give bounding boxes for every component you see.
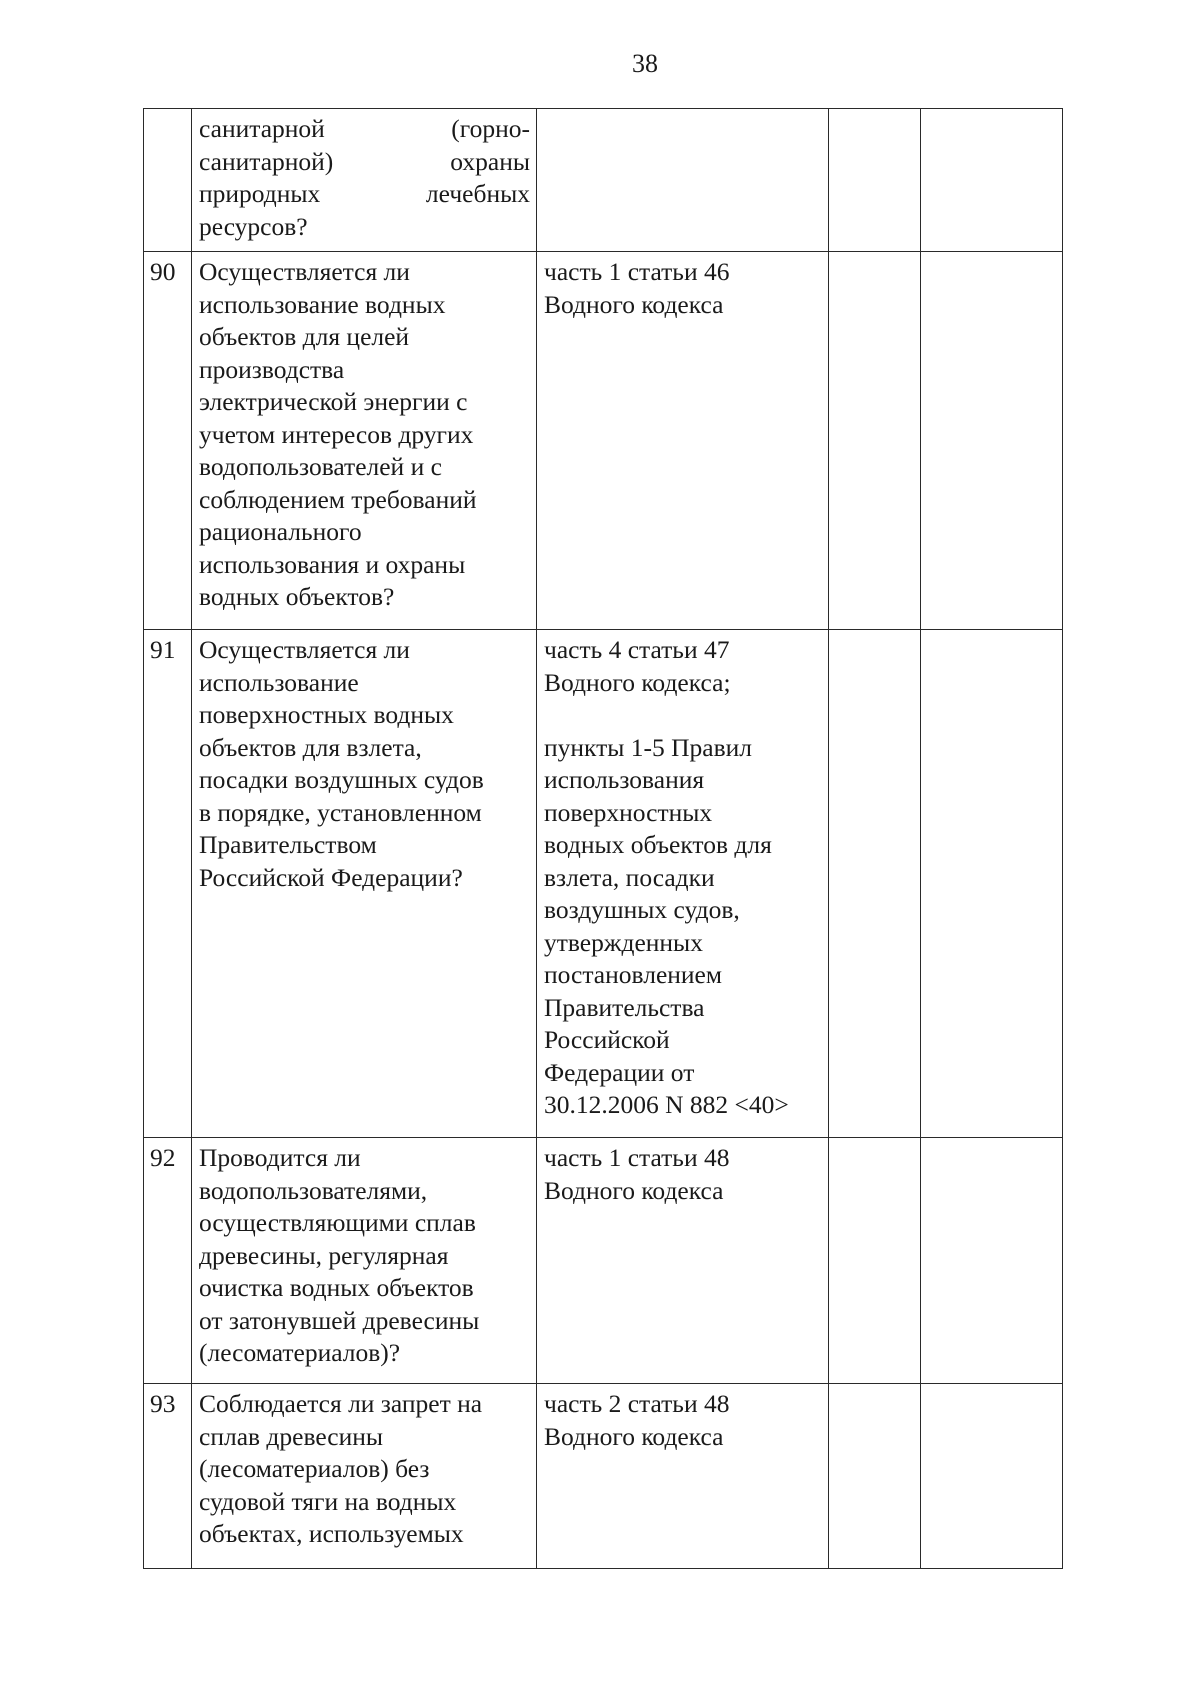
question-cell: Осуществляется ли использование водных объектов для целей производства электрической энергии с учетом интересов других водопользователей и с соблюдением требований рационального использования и охраны водных объектов? (192, 252, 537, 630)
legal-basis-cell (537, 630, 829, 1138)
row-number-cell (144, 109, 192, 252)
note-cell (921, 630, 1063, 1138)
page-number: 38 (632, 49, 658, 78)
question-cell: Проводится ли водопользователями, осуществляющими сплав древесины, регулярная очистка водных объектов от затонувшей древесины (лесоматериалов)? (192, 1138, 537, 1384)
legal-basis-text: часть 1 статьи 48 Водного кодекса (544, 1143, 730, 1205)
note-cell (921, 109, 1063, 252)
answer-cell (829, 630, 921, 1138)
legal-basis-cell (537, 1138, 829, 1384)
table-row (144, 109, 1063, 252)
table-row (144, 252, 1063, 630)
question-line: ресурсов? (199, 211, 308, 241)
table-row (144, 1138, 1063, 1384)
answer-cell (829, 1384, 921, 1569)
table-row (144, 1384, 1063, 1569)
question-line: природных лечебных (199, 179, 530, 208)
legal-basis-text: часть 1 статьи 46 Водного кодекса (544, 257, 730, 319)
table-row (144, 630, 1063, 1138)
row-number-cell: 91 (144, 630, 192, 1138)
row-number-cell: 93 (144, 1384, 192, 1569)
answer-cell (829, 252, 921, 630)
requirements-table (143, 108, 1063, 1569)
question-cell: Соблюдается ли запрет на сплав древесины (лесоматериалов) без судовой тяги на водных объектах, используемых (192, 1384, 537, 1569)
legal-basis-text: часть 4 статьи 47 Водного кодекса; (544, 635, 731, 697)
question-line: санитарной) охраны (199, 146, 530, 176)
legal-basis-text: пункты 1-5 Правил использования поверхностных водных объектов для взлета, посадки воздушных судов, утвержденных постановлением Правительства Российской Федерации от 30.12.2006 N 882 <40> (544, 732, 789, 1119)
legal-basis-cell (537, 1384, 829, 1569)
question-cell: Осуществляется ли использование поверхностных водных объектов для взлета, посадки воздушных судов в порядке, установленном Правительством Российской Федерации? (192, 630, 537, 1138)
note-cell (921, 252, 1063, 630)
row-number-cell: 90 (144, 252, 192, 630)
question-line: санитарной (горно- (199, 114, 530, 143)
legal-basis-text: часть 2 статьи 48 Водного кодекса (544, 1389, 730, 1451)
legal-basis-cell (537, 109, 829, 252)
note-cell (921, 1138, 1063, 1384)
legal-basis-cell (537, 252, 829, 630)
answer-cell (829, 109, 921, 252)
answer-cell (829, 1138, 921, 1384)
note-cell (921, 1384, 1063, 1569)
row-number-cell: 92 (144, 1138, 192, 1384)
question-cell (192, 109, 537, 252)
